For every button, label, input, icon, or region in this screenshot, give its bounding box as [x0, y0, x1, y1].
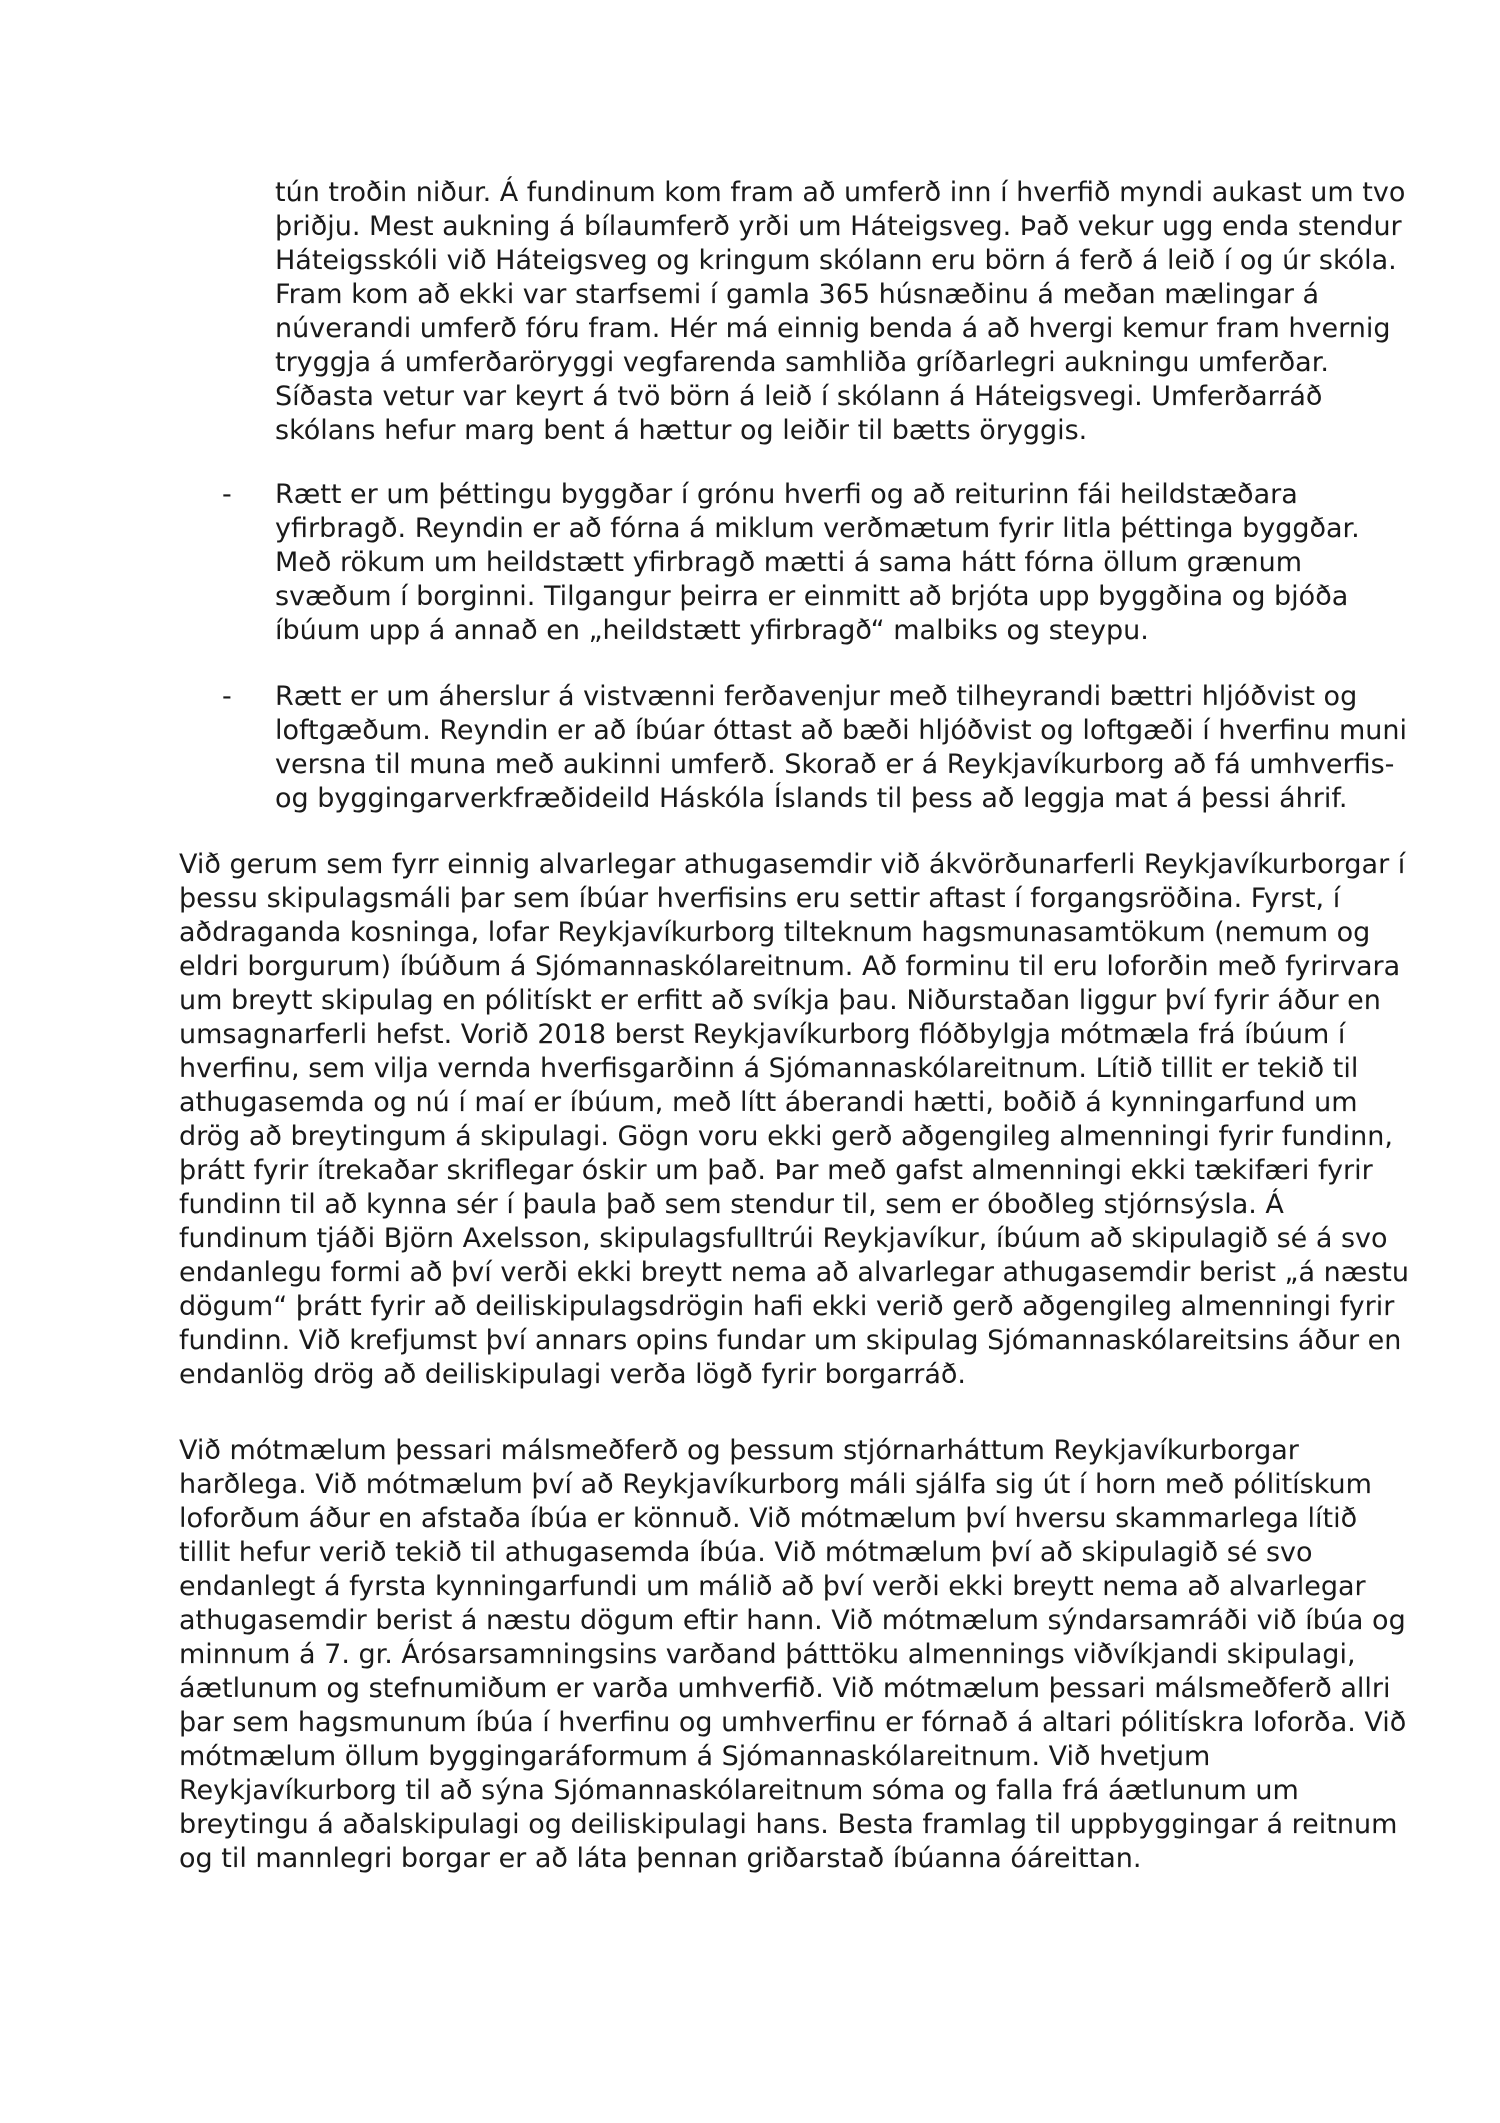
text-line: fundinn til að kynna sér í þaula það sem stendur til, sem er óboðleg stjórnsýsla. Á — [179, 1189, 1284, 1220]
text-line: yfirbragð. Reyndin er að fórna á miklum verðmætum fyrir litla þéttinga byggðar. — [275, 513, 1360, 544]
text-line: fundinum tjáði Björn Axelsson, skipulagsfulltrúi Reykjavíkur, íbúum að skipulagið sé á svo — [179, 1223, 1388, 1254]
text-line: áætlunum og stefnumiðum er varða umhverfið. Við mótmælum þessari málsmeðferð allri — [179, 1673, 1391, 1704]
text-line: tún troðin niður. Á fundinum kom fram að umferð inn í hverfið myndi aukast um tvo — [275, 177, 1406, 208]
bullet-marker: - — [222, 681, 232, 712]
text-line: tryggja á umferðaröryggi vegfarenda samhliða gríðarlegri aukningu umferðar. — [275, 347, 1329, 378]
text-line: Reykjavíkurborg til að sýna Sjómannaskólareitnum sóma og falla frá áætlunum um — [179, 1775, 1299, 1806]
text-line: Háteigsskóli við Háteigsveg og kringum skólann eru börn á ferð á leið í og úr skóla. — [275, 245, 1397, 276]
text-line: þriðju. Mest aukning á bílaumferð yrði um Háteigsveg. Það vekur ugg enda stendur — [275, 211, 1402, 242]
text-line: Við mótmælum þessari málsmeðferð og þessum stjórnarháttum Reykjavíkurborgar — [179, 1435, 1299, 1466]
text-line: fundinn. Við krefjumst því annars opins fundar um skipulag Sjómannaskólareitsins áður en — [179, 1325, 1402, 1356]
text-line: eldri borgurum) íbúðum á Sjómannaskólareitnum. Að forminu til eru loforðin með fyrirvara — [179, 951, 1401, 982]
text-line: Rætt er um áherslur á vistvænni ferðavenjur með tilheyrandi bættri hljóðvist og — [275, 681, 1358, 712]
text-line: þessu skipulagsmáli þar sem íbúar hverfisins eru settir aftast í forgangsröðina. Fyrst, í — [179, 883, 1341, 914]
text-line: og til mannlegri borgar er að láta þennan griðarstað íbúanna óáreittan. — [179, 1843, 1142, 1874]
text-line: Við gerum sem fyrr einnig alvarlegar athugasemdir við ákvörðunarferli Reykjavíkurborgar í — [179, 849, 1406, 880]
text-line: íbúum upp á annað en „heildstætt yfirbragð“ malbiks og steypu. — [275, 615, 1149, 646]
text-line: og byggingarverkfræðideild Háskóla Íslands til þess að leggja mat á þessi áhrif. — [275, 783, 1348, 814]
text-line: endanlegu formi að því verði ekki breytt nema að alvarlegar athugasemdir berist „á næstu — [179, 1257, 1409, 1288]
text-line: athugasemda og nú í maí er íbúum, með lítt áberandi hætti, boðið á kynningarfund um — [179, 1087, 1358, 1118]
text-line: núverandi umferð fóru fram. Hér má einnig benda á að hvergi kemur fram hvernig — [275, 313, 1391, 344]
text-line: mótmælum öllum byggingaráformum á Sjómannaskólareitnum. Við hvetjum — [179, 1741, 1211, 1772]
text-line: versna til muna með aukinni umferð. Skorað er á Reykjavíkurborg að fá umhverfis- — [275, 749, 1395, 780]
text-line: Fram kom að ekki var starfsemi í gamla 365 húsnæðinu á meðan mælingar á — [275, 279, 1320, 310]
text-line: svæðum í borginni. Tilgangur þeirra er einmitt að brjóta upp byggðina og bjóða — [275, 581, 1349, 612]
text-line: endanlög drög að deiliskipulagi verða lögð fyrir borgarráð. — [179, 1359, 967, 1390]
text-line: harðlega. Við mótmælum því að Reykjavíkurborg máli sjálfa sig út í horn með pólitískum — [179, 1469, 1372, 1500]
text-line: breytingu á aðalskipulagi og deiliskipulagi hans. Besta framlag til uppbyggingar á reitnum — [179, 1809, 1398, 1840]
text-line: loforðum áður en afstaða íbúa er könnuð. Við mótmælum því hversu skammarlega lítið — [179, 1503, 1358, 1534]
text-line: minnum á 7. gr. Árósarsamningsins varðand þátttöku almennings viðvíkjandi skipulagi, — [179, 1639, 1356, 1670]
text-line: þrátt fyrir ítrekaðar skriflegar óskir um það. Þar með gafst almenningi ekki tækifæri fyrir — [179, 1155, 1373, 1186]
text-line: skólans hefur marg bent á hættur og leiðir til bætts öryggis. — [275, 415, 1088, 446]
text-line: umsagnarferli hefst. Vorið 2018 berst Reykjavíkurborg flóðbylgja mótmæla frá íbúum í — [179, 1019, 1346, 1050]
text-line: hverfinu, sem vilja vernda hverfisgarðinn á Sjómannaskólareitnum. Lítið tillit er tekið til — [179, 1053, 1359, 1084]
text-line: loftgæðum. Reyndin er að íbúar óttast að bæði hljóðvist og loftgæði í hverfinu muni — [275, 715, 1407, 746]
text-line: um breytt skipulag en pólitískt er erfitt að svíkja þau. Niðurstaðan liggur því fyrir áður en — [179, 985, 1381, 1016]
text-line: tillit hefur verið tekið til athugasemda íbúa. Við mótmælum því að skipulagið sé svo — [179, 1537, 1313, 1568]
text-line: Rætt er um þéttingu byggðar í grónu hverfi og að reiturinn fái heildstæðara — [275, 479, 1298, 510]
bullet-marker: - — [222, 479, 232, 510]
text-line: þar sem hagsmunum íbúa í hverfinu og umhverfinu er fórnað á altari pólitískra loforða. Við — [179, 1707, 1407, 1738]
text-line: Með rökum um heildstætt yfirbragð mætti á sama hátt fórna öllum grænum — [275, 547, 1303, 578]
text-line: aðdraganda kosninga, lofar Reykjavíkurborg tilteknum hagsmunasamtökum (nemum og — [179, 917, 1371, 948]
text-line: drög að breytingum á skipulagi. Gögn voru ekki gerð aðgengileg almenningi fyrir fundinn, — [179, 1121, 1393, 1152]
text-line: Síðasta vetur var keyrt á tvö börn á leið í skólann á Háteigsvegi. Umferðarráð — [275, 381, 1323, 412]
text-line: endanlegt á fyrsta kynningarfundi um málið að því verði ekki breytt nema að alvarlegar — [179, 1571, 1366, 1602]
text-line: dögum“ þrátt fyrir að deiliskipulagsdrögin hafi ekki verið gerð aðgengileg almenningi fyrir — [179, 1291, 1395, 1322]
text-line: athugasemdir berist á næstu dögum eftir hann. Við mótmælum sýndarsamráði við íbúa og — [179, 1605, 1406, 1636]
